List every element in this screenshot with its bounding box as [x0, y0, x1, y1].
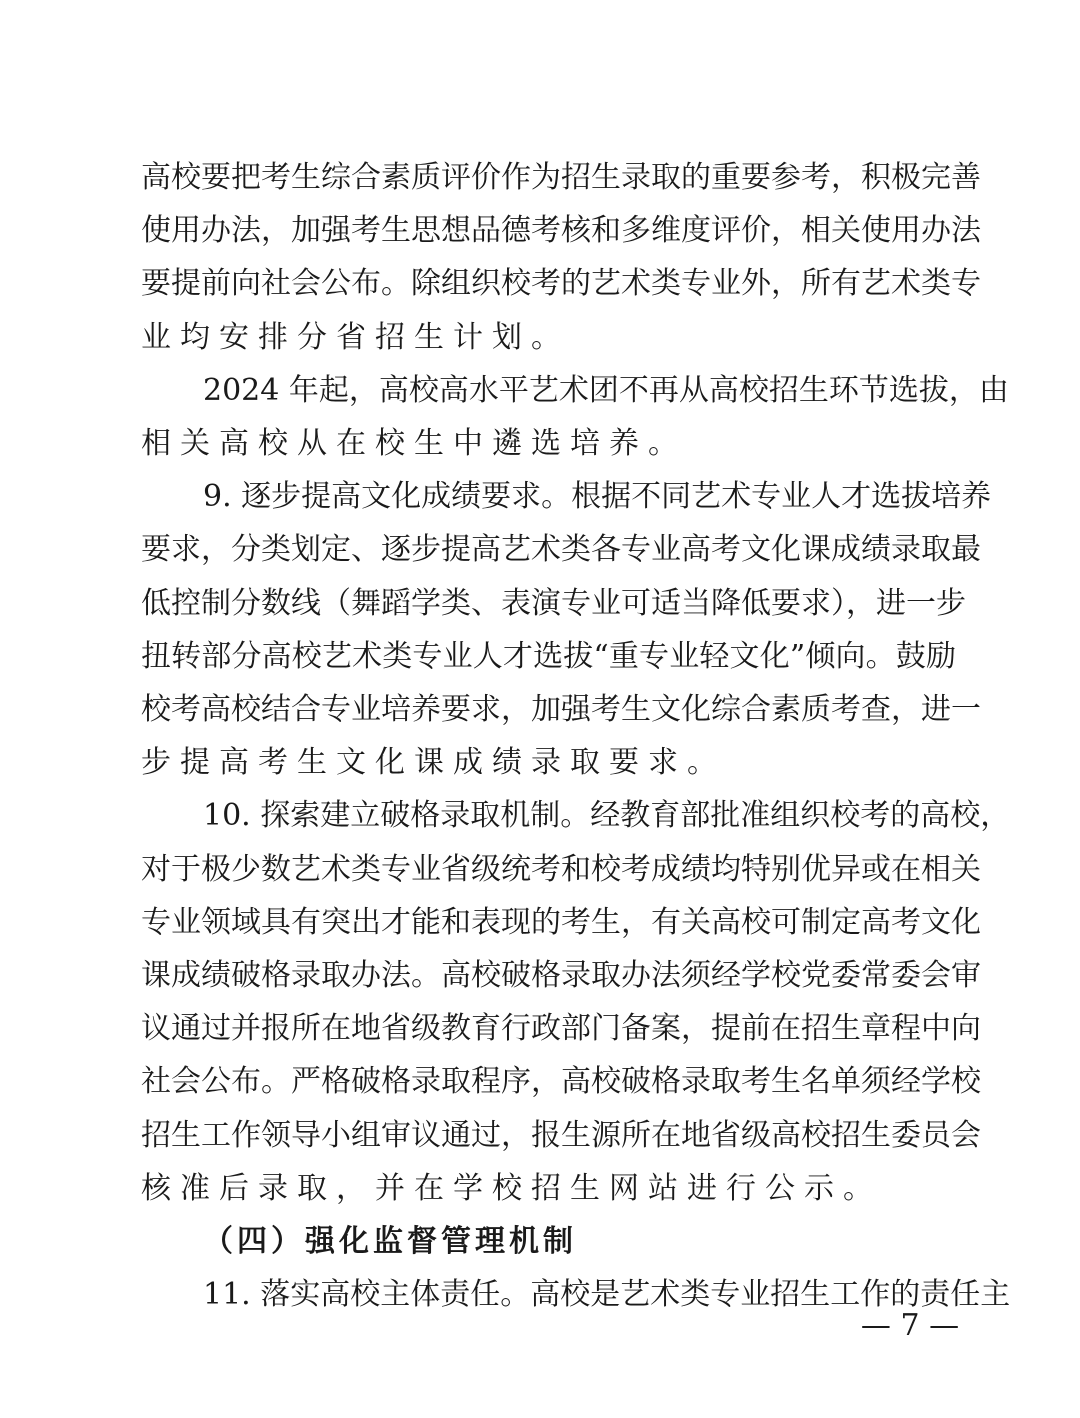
body-text-line: 步提高考生文化课成绩录取要求。	[141, 745, 726, 780]
body-text-line: 低控制分数线（舞蹈学类、表演专业可适当降低要求），进一步	[141, 586, 966, 621]
body-text-line: 10. 探索建立破格录取机制。经教育部批准组织校考的高校，	[203, 798, 1011, 833]
body-text-line: 2024 年起，高校高水平艺术团不再从高校招生环节选拔，由	[203, 373, 1009, 408]
body-text-line: 要提前向社会公布。除组织校考的艺术类专业外，所有艺术类专	[141, 266, 981, 301]
body-text-line: 核准后录取，并在学校招生网站进行公示。	[141, 1171, 882, 1206]
body-text-line: 11. 落实高校主体责任。高校是艺术类专业招生工作的责任主	[203, 1277, 1011, 1312]
body-text-line: 社会公布。严格破格录取程序，高校破格录取考生名单须经学校	[141, 1064, 981, 1099]
body-text-line: 相关高校从在校生中遴选培养。	[141, 426, 687, 461]
body-text-line: 招生工作领导小组审议通过，报生源所在地省级高校招生委员会	[141, 1118, 981, 1153]
body-text-line: 业均安排分省招生计划。	[141, 320, 570, 355]
body-text-line: 课成绩破格录取办法。高校破格录取办法须经学校党委常委会审	[141, 958, 981, 993]
body-text-line: 要求，分类划定、逐步提高艺术类各专业高考文化课成绩录取最	[141, 532, 981, 567]
body-text-line: 专业领域具有突出才能和表现的考生，有关高校可制定高考文化	[141, 905, 981, 940]
page-number: — 7 —	[860, 1308, 960, 1343]
body-text-line: 校考高校结合专业培养要求，加强考生文化综合素质考查，进一	[141, 692, 981, 727]
body-text-line: 9. 逐步提高文化成绩要求。根据不同艺术专业人才选拔培养	[203, 479, 992, 514]
section-heading: （四）强化监督管理机制	[203, 1224, 577, 1259]
body-text-line: 议通过并报所在地省级教育行政部门备案，提前在招生章程中向	[141, 1011, 981, 1046]
body-text-line: 扭转部分高校艺术类专业人才选拔“重专业轻文化”倾向。鼓励	[141, 639, 956, 674]
body-text-line: 高校要把考生综合素质评价作为招生录取的重要参考，积极完善	[141, 160, 981, 195]
body-text-line: 对于极少数艺术类专业省级统考和校考成绩均特别优异或在相关	[141, 852, 981, 887]
body-text-line: 使用办法，加强考生思想品德考核和多维度评价，相关使用办法	[141, 213, 981, 248]
